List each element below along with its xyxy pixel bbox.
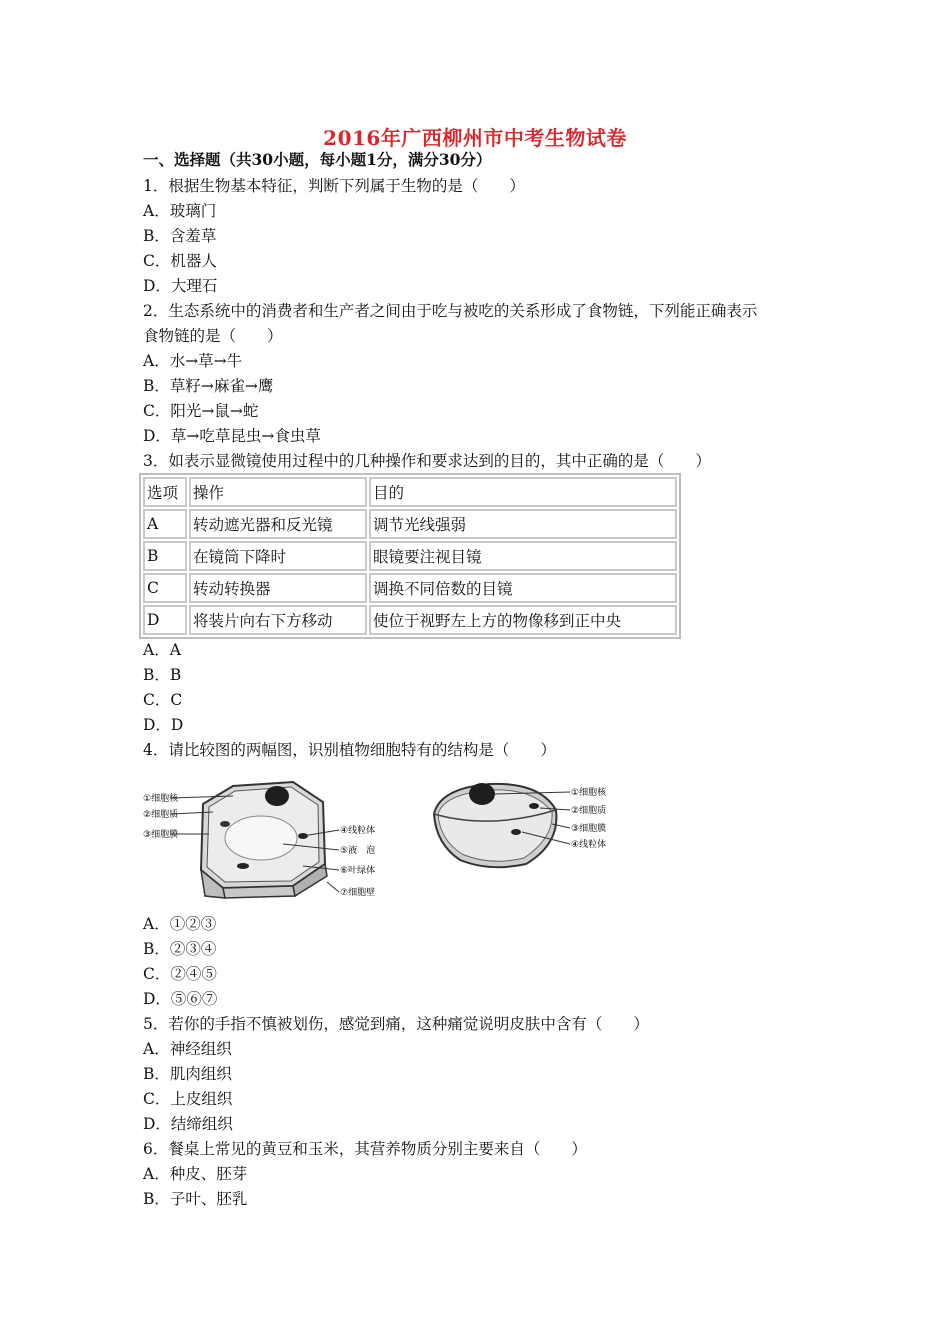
- question-5-option-a: A．神经组织: [143, 1040, 232, 1058]
- table-cell: 在镜筒下降时: [189, 541, 367, 571]
- animal-label: ①细胞核: [571, 788, 607, 798]
- table-cell: 将装片向右下方移动: [189, 605, 367, 635]
- plant-label: ①细胞核: [143, 794, 179, 804]
- table-header-cell: 操作: [189, 477, 367, 507]
- plant-label: ④线粒体: [340, 826, 376, 836]
- animal-cell-figure: [430, 774, 630, 874]
- question-3-option-b: B．B: [143, 666, 182, 684]
- table-cell: 调换不同倍数的目镜: [369, 573, 677, 603]
- question-3-stem: 3．如表示显微镜使用过程中的几种操作和要求达到的目的，其中正确的是（ ）: [143, 452, 711, 470]
- table-cell: 使位于视野左上方的物像移到正中央: [369, 605, 677, 635]
- table-cell: C: [143, 573, 187, 603]
- plant-label: ⑥叶绿体: [340, 866, 376, 876]
- table-row: [143, 509, 677, 539]
- animal-label: ③细胞膜: [571, 824, 607, 834]
- document-title: 2016年广西柳州市中考生物试卷: [323, 126, 627, 150]
- table-cell: A: [143, 509, 187, 539]
- animal-cell-diagram: [430, 774, 630, 874]
- plant-label: ⑤液 泡: [340, 846, 376, 856]
- table-cell: 转动转换器: [189, 573, 367, 603]
- table-row: [143, 541, 677, 571]
- plant-cell-diagram: [143, 774, 393, 902]
- table-header-cell: 目的: [369, 477, 677, 507]
- question-2-stem-line2: 食物链的是（ ）: [143, 327, 283, 345]
- question-5-option-d: D．结缔组织: [143, 1115, 233, 1133]
- plant-label: ⑦细胞壁: [340, 888, 376, 898]
- question-4-option-d: D．⑤⑥⑦: [143, 990, 218, 1008]
- question-1-option-c: C．机器人: [143, 252, 217, 270]
- question-4-option-b: B．②③④: [143, 940, 217, 958]
- question-6-option-b: B．子叶、胚乳: [143, 1190, 248, 1208]
- question-3-option-c: C．C: [143, 691, 183, 709]
- question-4-stem: 4．请比较图的两幅图，识别植物细胞特有的结构是（ ）: [143, 741, 556, 759]
- plant-cell-figure: [143, 774, 393, 902]
- question-2-option-c: C．阳光→鼠→蛇: [143, 402, 259, 420]
- question-3-option-a: A．A: [143, 641, 181, 659]
- animal-label: ②细胞质: [571, 806, 607, 816]
- plant-label: ②细胞质: [143, 810, 179, 820]
- question-5-option-b: B．肌肉组织: [143, 1065, 232, 1083]
- animal-label: ④线粒体: [571, 840, 607, 850]
- table-row: [143, 573, 677, 603]
- table-cell: B: [143, 541, 187, 571]
- table-cell: D: [143, 605, 187, 635]
- table-cell: 眼镜要注视目镜: [369, 541, 677, 571]
- section-heading: 一、选择题（共30小题，每小题1分，满分30分）: [143, 150, 492, 169]
- table-cell: 转动遮光器和反光镜: [189, 509, 367, 539]
- question-2-option-a: A．水→草→牛: [143, 352, 243, 370]
- question-4-option-c: C．②④⑤: [143, 965, 217, 983]
- question-4-option-a: A．①②③: [143, 915, 217, 933]
- question-1-option-a: A．玻璃门: [143, 202, 217, 220]
- question-1-option-b: B．含羞草: [143, 227, 217, 245]
- table-header-row: [143, 477, 677, 507]
- question-3-option-d: D．D: [143, 716, 184, 734]
- question-2-option-b: B．草籽→麻雀→鹰: [143, 377, 274, 395]
- question-2-stem-line1: 2．生态系统中的消费者和生产者之间由于吃与被吃的关系形成了食物链，下列能正确表示: [143, 302, 758, 320]
- question-6-stem: 6．餐桌上常见的黄豆和玉米，其营养物质分别主要来自（ ）: [143, 1140, 587, 1158]
- question-6-option-a: A．种皮、胚芽: [143, 1165, 248, 1183]
- microscope-table: [139, 473, 681, 639]
- question-2-option-d: D．草→吃草昆虫→食虫草: [143, 427, 321, 445]
- table-cell: 调节光线强弱: [369, 509, 677, 539]
- question-1-option-d: D．大理石: [143, 277, 218, 295]
- table-row: [143, 605, 677, 635]
- question-1-stem: 1．根据生物基本特征，判断下列属于生物的是（ ）: [143, 177, 525, 195]
- question-5-option-c: C．上皮组织: [143, 1090, 233, 1108]
- plant-label: ③细胞膜: [143, 830, 179, 840]
- table-header-cell: 选项: [143, 477, 187, 507]
- question-5-stem: 5．若你的手指不慎被划伤，感觉到痛，这种痛觉说明皮肤中含有（ ）: [143, 1015, 649, 1033]
